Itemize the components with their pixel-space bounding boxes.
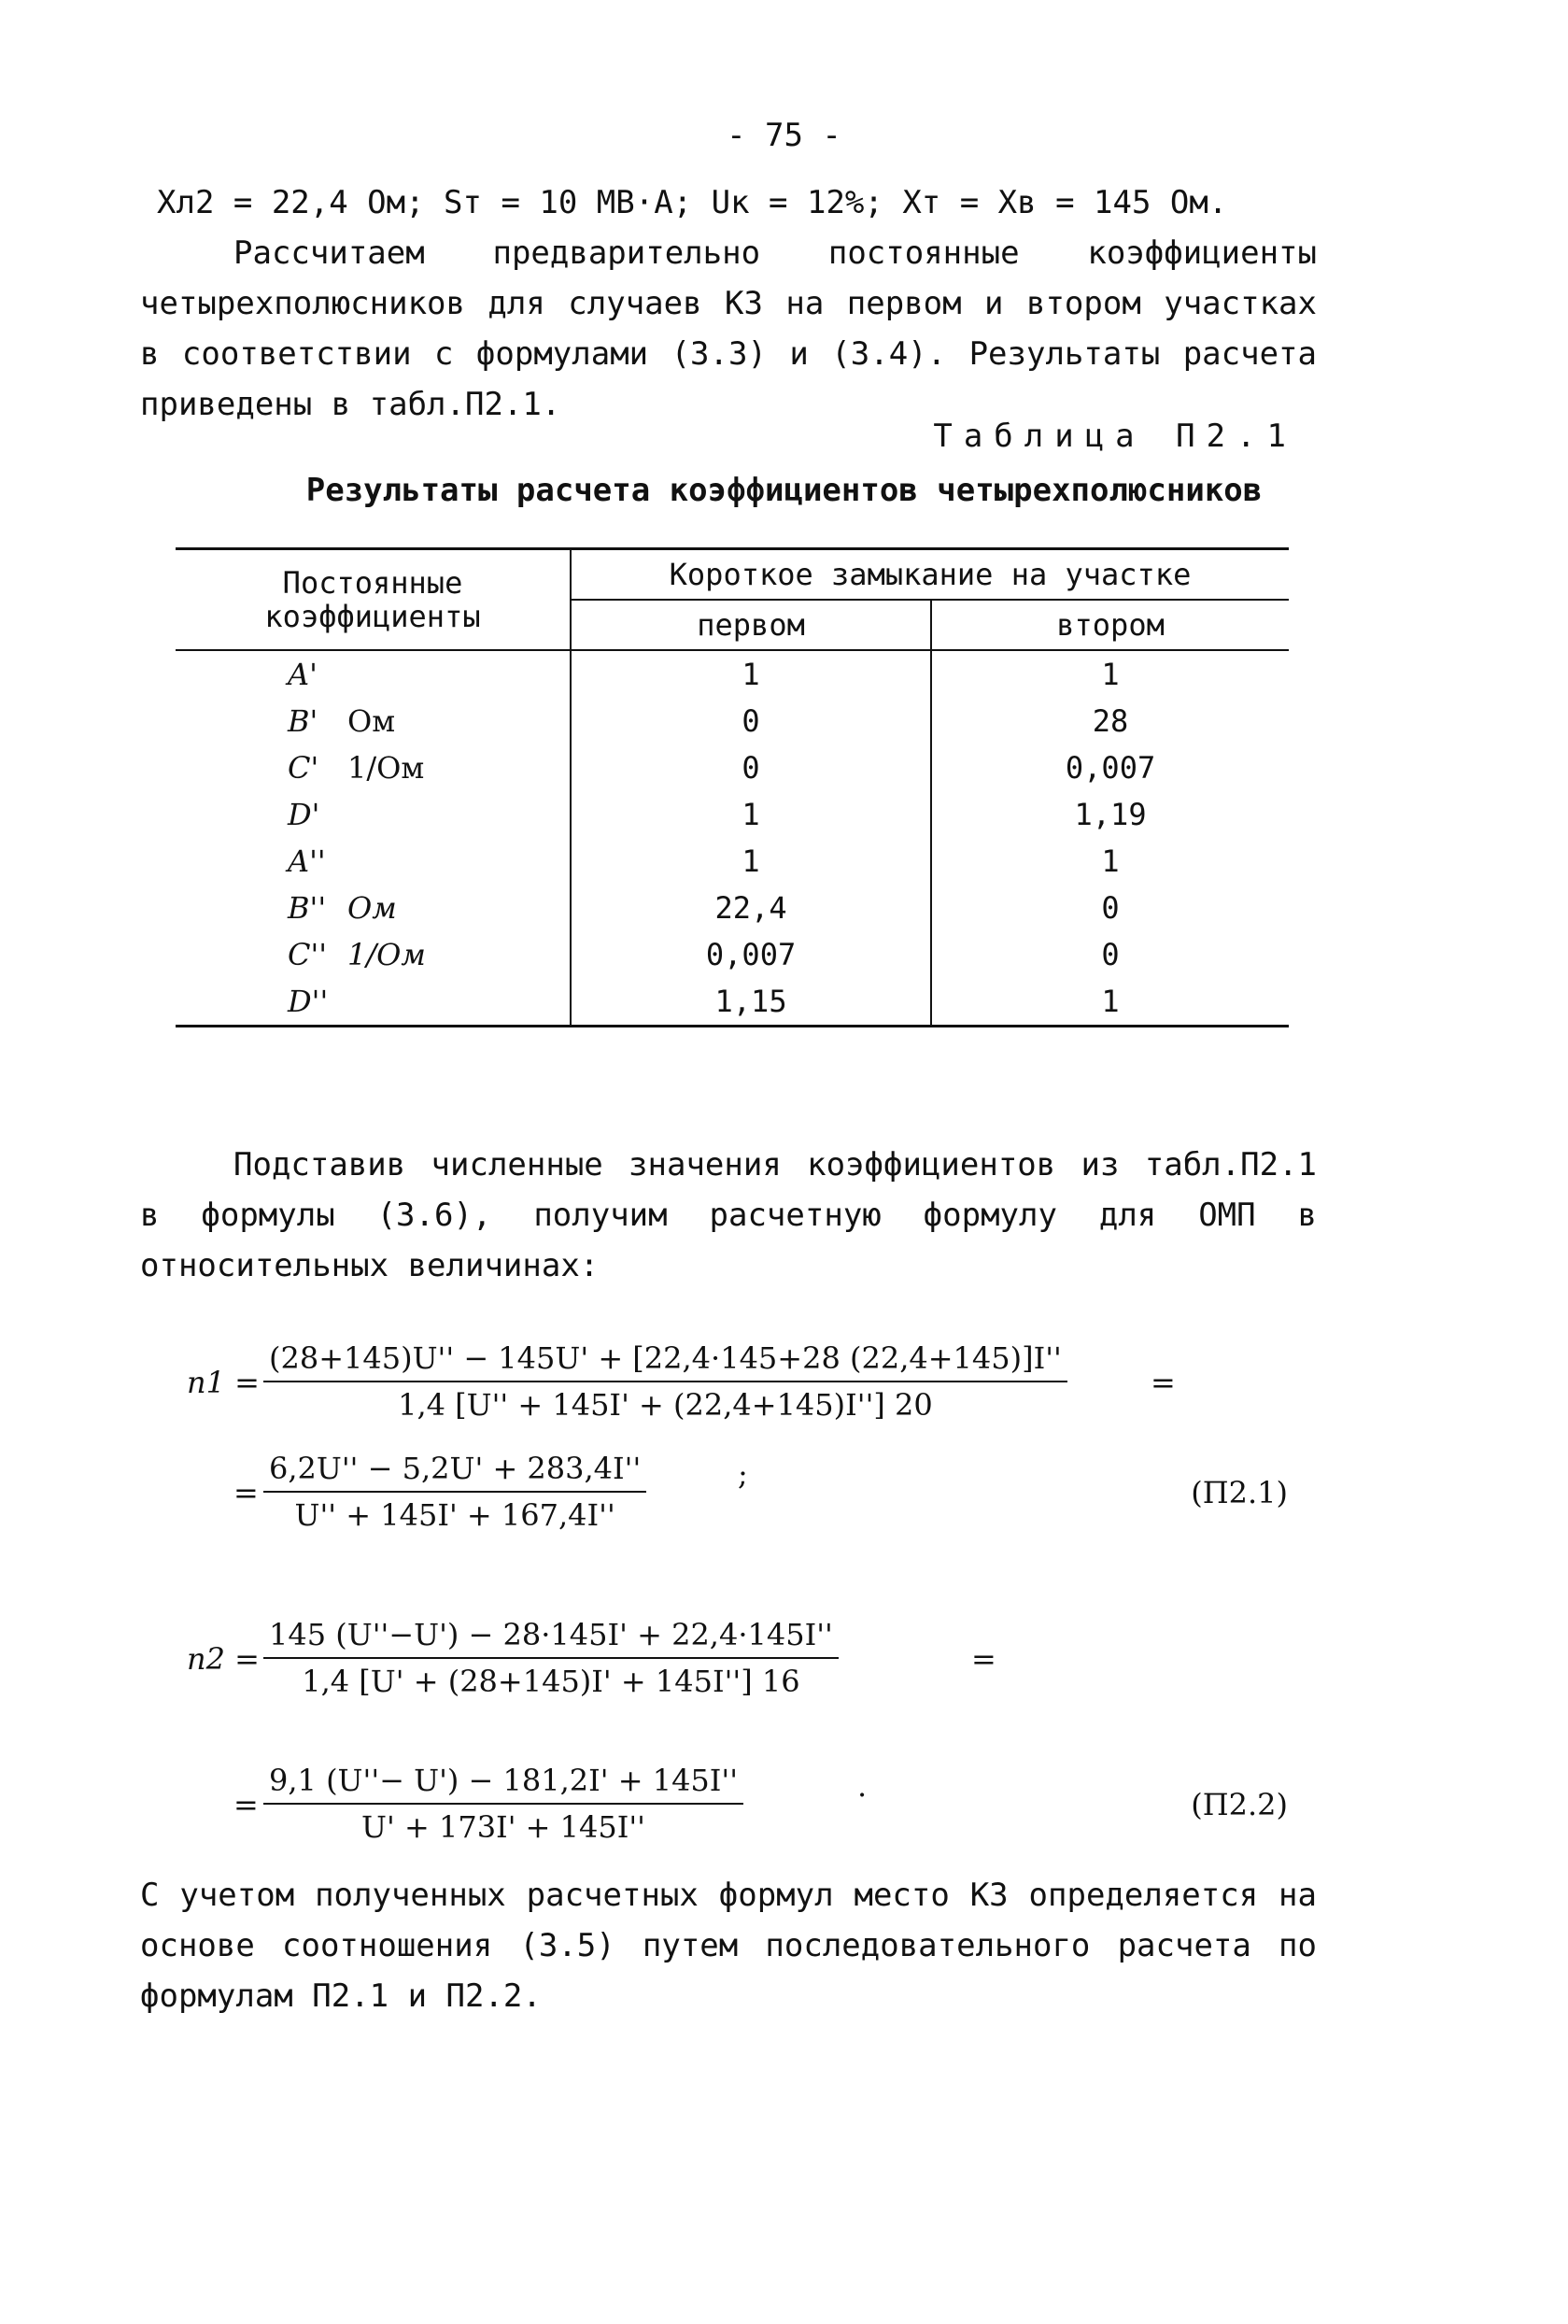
formula-n2-number: (П2.2)	[1191, 1787, 1288, 1822]
value-second: 1	[931, 978, 1289, 1027]
table-title: Результаты расчета коэффициентов четырехполюсников	[305, 472, 1263, 509]
value-first: 1	[571, 650, 931, 698]
header-short-circuit-section: Короткое замыкание на участке	[571, 549, 1289, 601]
formula-n1-fraction-b	[263, 1446, 646, 1538]
table-row	[176, 650, 1289, 698]
value-second: 0	[1101, 937, 1120, 972]
coef-unit: Ом	[347, 890, 397, 926]
table-row	[176, 791, 1289, 838]
table-label: Таблица П2.1	[933, 418, 1297, 455]
formula-n1-lhs: n1 =	[187, 1365, 260, 1400]
coef-symbol: D'	[288, 797, 320, 832]
parameters-line: Xл2 = 22,4 Ом; Sт = 10 МВ·А; Uк = 12%; Xт = Xв = 145 Ом.	[157, 184, 1228, 221]
value-second: 0	[1101, 890, 1120, 926]
paragraph-intro	[140, 228, 1317, 430]
paragraph-text: Подставив численные значения коэффициентов из табл.П2.1 в формулы (3.6), получим расчетную формулу для ОМП в относительных величинах:	[140, 1146, 1317, 1284]
value-first: 0	[571, 744, 931, 791]
value-first: 1	[571, 838, 931, 885]
coef-symbol: A''	[288, 843, 326, 879]
value-second: 1	[1101, 657, 1120, 692]
header-second: втором	[931, 600, 1289, 650]
formula-n1-denominator-a: 1,4 [U'' + 145I' + (22,4+145)I''] 20	[398, 1387, 933, 1423]
formula-n1-semicolon: ;	[738, 1456, 748, 1492]
coef-symbol: D''	[288, 984, 329, 1019]
table-row	[176, 838, 1289, 885]
coef-symbol: C''	[288, 937, 328, 972]
value-first: 22,4	[571, 885, 931, 931]
formula-n2-equals: =	[971, 1641, 996, 1677]
formula-n2-numerator-a: 145 (U''−U') − 28·145I' + 22,4·145I''	[263, 1612, 839, 1659]
table-row	[176, 744, 1289, 791]
coef-symbol: B'	[288, 703, 318, 739]
coef-symbol: B''	[288, 890, 327, 926]
formula-n2-denominator-b: U' + 173I' + 145I''	[361, 1809, 645, 1845]
formula-n1-number: (П2.1)	[1191, 1475, 1288, 1510]
formula-n1-fraction-a	[263, 1336, 1067, 1427]
page-number: - 75 -	[727, 117, 841, 154]
value-second: 28	[1092, 703, 1129, 739]
formula-n2-period: .	[857, 1768, 868, 1804]
paragraph-text: Рассчитаем предварительно постоянные коэффициенты четырехполюсников для случаев КЗ на первом и втором участках в соответствии с формулами (3.3) и (3.4). Результаты расчета приведены в табл.П2.1.	[140, 234, 1317, 423]
formula-n2-numerator-b: 9,1 (U''− U') − 181,2I' + 145I''	[263, 1758, 743, 1805]
value-second: 1,19	[1074, 797, 1147, 832]
coef-symbol: C'	[288, 750, 319, 786]
header-constant-coefficients: Постоянные коэффициенты	[176, 549, 571, 651]
formula-n2-equals-2: =	[233, 1787, 259, 1822]
coefficients-table	[176, 547, 1289, 1027]
formula-n1-numerator-a: (28+145)U'' − 145U' + [22,4·145+28 (22,4+145)]I''	[263, 1336, 1067, 1382]
table-row	[176, 978, 1289, 1027]
formula-n2-denominator-a: 1,4 [U' + (28+145)I' + 145I''] 16	[302, 1664, 800, 1699]
value-second: 0,007	[1065, 750, 1156, 786]
value-first: 1,15	[571, 978, 931, 1027]
paragraph-substitution	[140, 1140, 1317, 1291]
formula-n1-numerator-b: 6,2U'' − 5,2U' + 283,4I''	[263, 1446, 646, 1493]
formula-n2-fraction-a	[263, 1612, 839, 1704]
formula-n2-fraction-b	[263, 1758, 743, 1849]
paragraph-conclusion	[140, 1870, 1317, 2021]
value-first: 0,007	[571, 931, 931, 978]
value-first: 1	[571, 791, 931, 838]
value-second: 1	[1101, 843, 1120, 879]
table-row	[176, 931, 1289, 978]
coef-symbol: A'	[288, 657, 318, 692]
formula-n1-equals-2: =	[233, 1475, 259, 1510]
table-row	[176, 885, 1289, 931]
value-first: 0	[571, 698, 931, 744]
table-row	[176, 698, 1289, 744]
coef-unit: Ом	[347, 703, 396, 739]
coef-unit: 1/Ом	[347, 750, 425, 786]
paragraph-text: С учетом полученных расчетных формул место КЗ определяется на основе соотношения (3.5) путем последовательного расчета по формулам П2.1 и П2.2.	[140, 1877, 1317, 2015]
header-first: первом	[571, 600, 931, 650]
coef-unit: 1/Ом	[347, 937, 426, 972]
formula-n2-lhs: n2 =	[187, 1641, 260, 1677]
formula-n1-denominator-b: U'' + 145I' + 167,4I''	[294, 1497, 615, 1533]
formula-n1-equals: =	[1151, 1365, 1176, 1400]
